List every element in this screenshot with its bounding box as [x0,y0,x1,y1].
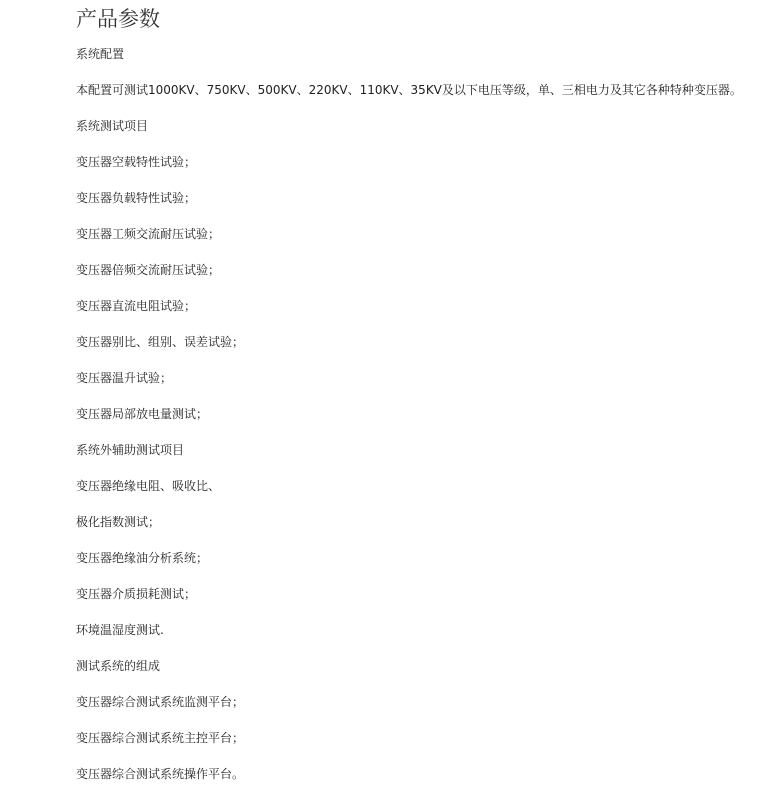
list-item: 变压器负载特性试验； [76,191,197,205]
list-item: 变压器空载特性试验； [76,155,197,169]
section-heading-auxiliary-items: 系统外辅助测试项目 [76,443,185,457]
list-item: 变压器别比、组别、误差试验； [76,335,245,349]
list-item: 环境温湿度测试. [76,623,164,637]
list-item: 变压器局部放电量测试； [76,407,209,421]
list-item: 变压器介质损耗测试； [76,587,197,601]
section-heading-test-items: 系统测试项目 [76,119,149,133]
section-heading-system-composition: 测试系统的组成 [76,659,161,673]
list-item: 变压器工频交流耐压试验； [76,227,221,241]
list-item: 极化指数测试； [76,515,161,529]
list-item: 变压器绝缘油分析系统； [76,551,209,565]
list-item: 变压器直流电阻试验； [76,299,197,313]
list-item: 变压器绝缘电阻、吸收比、 [76,479,221,493]
section-heading-config: 系统配置 [76,47,125,61]
page-title: 产品参数 [76,7,160,31]
list-item: 变压器综合测试系统监测平台； [76,695,245,709]
list-item: 变压器温升试验； [76,371,173,385]
paragraph-config-description: 本配置可测试1000KV、750KV、500KV、220KV、110KV、35KV及以下电压等级，单、三相电力及其它各种特种变压器。 [76,83,742,97]
list-item: 变压器综合测试系统操作平台。 [76,767,245,781]
list-item: 变压器倍频交流耐压试验； [76,263,221,277]
list-item: 变压器综合测试系统主控平台； [76,731,245,745]
